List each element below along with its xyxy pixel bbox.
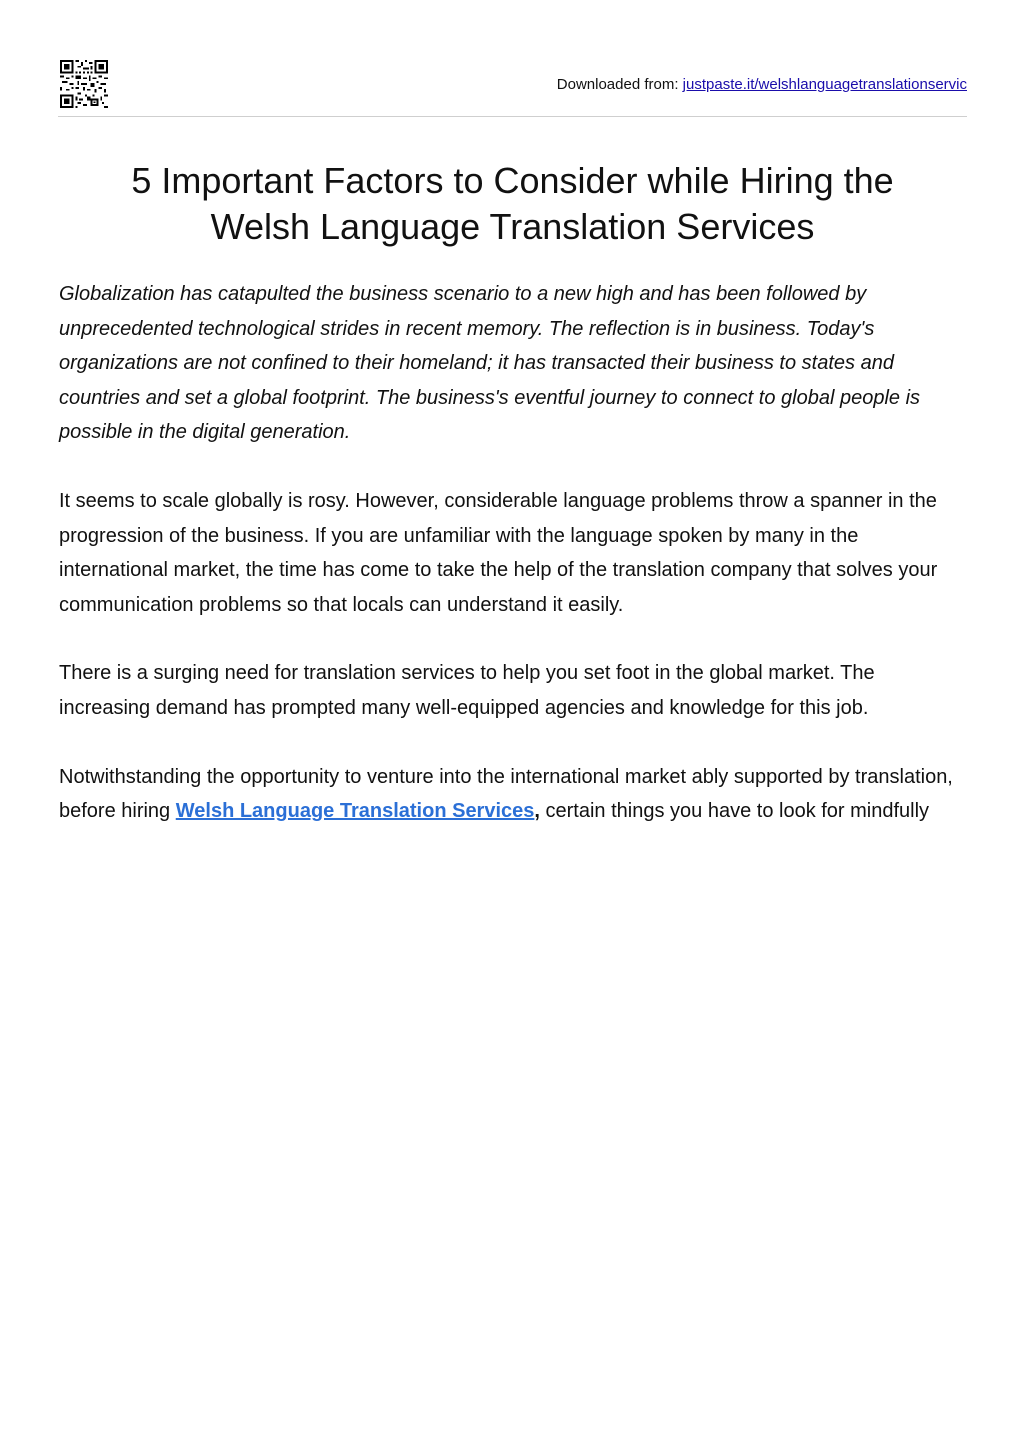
- page-header: [58, 58, 967, 117]
- welsh-translation-services-link[interactable]: Welsh Language Translation Services: [175, 800, 535, 823]
- intro-paragraph: Globalization has catapulted the business scenario to a new high and has been followed by unprecedented technological strides in recent memory. The reflection is in business. Today's organizations are not confined to their homeland; it has transacted their business to states and countries and set a global footprint. The business's eventful journey to connect to global people is possible in the digital generation.: [59, 283, 921, 444]
- qr-code-icon: [60, 60, 108, 108]
- paragraph-4-comma: ,: [534, 800, 540, 823]
- title-line-2: Welsh Language Translation Services: [210, 206, 815, 247]
- paragraph-scale-globally: It seems to scale globally is rosy. However, considerable language problems throw a spanner in the progression of the business. If you are unfamiliar with the language spoken by many in the international market, the time has come to take the help of the translation company that solves your communication problems so that locals can understand it easily.: [59, 489, 938, 616]
- title-line-1: 5 Important Factors to Consider while Hiring the: [131, 160, 894, 201]
- page-title: [58, 158, 967, 250]
- source-link[interactable]: justpaste.it/welshlanguagetranslationservic: [682, 76, 967, 93]
- downloaded-label: Downloaded from:: [556, 76, 679, 93]
- source-line: [557, 76, 967, 93]
- paragraph-surging-need: There is a surging need for translation services to help you set foot in the global market. The increasing demand has prompted many well-equipped agencies and knowledge for this job.: [59, 662, 875, 719]
- paragraph-4-lead: Notwithstanding the opportunity to venture into the international market ably supported by translation, before hiring: [59, 765, 953, 823]
- paragraph-4-tail: certain things you have to look for mindfully: [539, 800, 930, 823]
- paragraph-notwithstanding: [59, 760, 969, 829]
- article-body: [59, 277, 969, 863]
